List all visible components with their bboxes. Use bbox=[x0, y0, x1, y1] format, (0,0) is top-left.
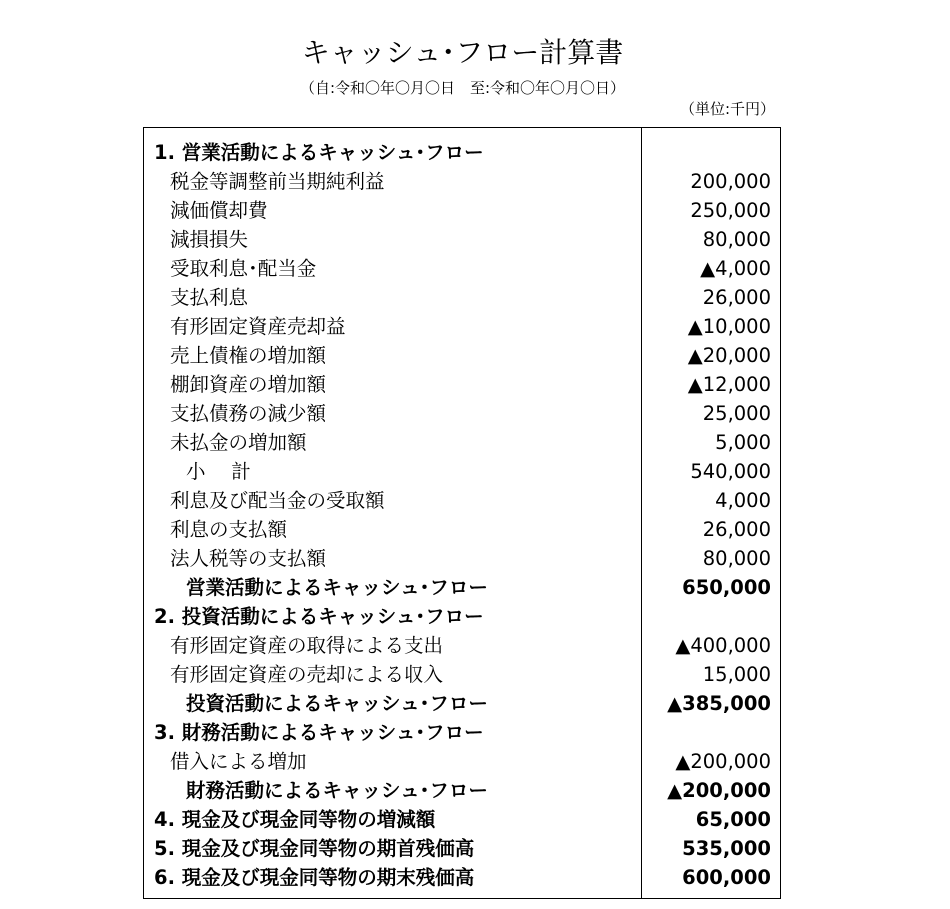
closing-balance-row bbox=[144, 863, 780, 892]
table-row bbox=[144, 486, 780, 515]
row-value: ▲10,000 bbox=[687, 315, 771, 338]
row-label: 1. 営業活動によるキャッシュ･フロー bbox=[154, 141, 484, 164]
table-row bbox=[144, 341, 780, 370]
section-total-financing bbox=[144, 776, 780, 805]
row-value: 600,000 bbox=[682, 866, 771, 889]
row-label: 利息の支払額 bbox=[170, 518, 288, 541]
net-change-row bbox=[144, 805, 780, 834]
row-value: ▲4,000 bbox=[700, 257, 771, 280]
row-value: ▲12,000 bbox=[687, 373, 771, 396]
table-row bbox=[144, 167, 780, 196]
row-label: 4. 現金及び現金同等物の増減額 bbox=[154, 808, 436, 831]
row-value: ▲20,000 bbox=[687, 344, 771, 367]
row-label: 受取利息･配当金 bbox=[170, 257, 317, 280]
row-label: 支払債務の減少額 bbox=[170, 402, 327, 425]
row-value: ▲385,000 bbox=[667, 692, 771, 715]
table-row bbox=[144, 660, 780, 689]
document-title: キャッシュ･フロー計算書 bbox=[301, 36, 624, 69]
cash-flow-table bbox=[143, 127, 781, 899]
row-label: 5. 現金及び現金同等物の期首残価高 bbox=[154, 837, 475, 860]
opening-balance-row bbox=[144, 834, 780, 863]
row-value: 650,000 bbox=[682, 576, 771, 599]
row-value: 26,000 bbox=[702, 286, 771, 309]
row-value: 535,000 bbox=[682, 837, 771, 860]
section-heading-investing bbox=[144, 602, 780, 631]
table-row bbox=[144, 747, 780, 776]
row-label: 2. 投資活動によるキャッシュ･フロー bbox=[154, 605, 484, 628]
row-label: 利息及び配当金の受取額 bbox=[170, 489, 385, 512]
section-heading-operating bbox=[144, 138, 780, 167]
statement-rows bbox=[144, 138, 780, 892]
section-heading-financing bbox=[144, 718, 780, 747]
row-label: 投資活動によるキャッシュ･フロー bbox=[186, 692, 488, 715]
section-total-operating bbox=[144, 573, 780, 602]
row-label: 減価償却費 bbox=[170, 199, 268, 222]
row-label: 小 計 bbox=[186, 460, 251, 483]
row-value: 25,000 bbox=[702, 402, 771, 425]
row-label: 6. 現金及び現金同等物の期末残価高 bbox=[154, 866, 475, 889]
row-label: 財務活動によるキャッシュ･フロー bbox=[186, 779, 488, 802]
table-row bbox=[144, 196, 780, 225]
row-value: 80,000 bbox=[702, 228, 771, 251]
row-value: 200,000 bbox=[690, 170, 771, 193]
row-label: 有形固定資産の取得による支出 bbox=[170, 634, 444, 657]
row-label: 法人税等の支払額 bbox=[170, 547, 327, 570]
row-value: ▲200,000 bbox=[667, 779, 771, 802]
row-label: 有形固定資産の売却による収入 bbox=[170, 663, 444, 686]
row-value: 4,000 bbox=[715, 489, 771, 512]
row-label: 棚卸資産の増加額 bbox=[170, 373, 327, 396]
table-row bbox=[144, 370, 780, 399]
table-row bbox=[144, 225, 780, 254]
row-value: ▲400,000 bbox=[675, 634, 771, 657]
row-value: 5,000 bbox=[715, 431, 771, 454]
row-label: 売上債権の増加額 bbox=[170, 344, 327, 367]
row-label: 営業活動によるキャッシュ･フロー bbox=[186, 576, 488, 599]
row-label: 有形固定資産売却益 bbox=[170, 315, 346, 338]
row-label: 減損損失 bbox=[170, 228, 249, 251]
row-value: 80,000 bbox=[702, 547, 771, 570]
subtotal-row bbox=[144, 457, 780, 486]
table-row bbox=[144, 254, 780, 283]
table-row bbox=[144, 544, 780, 573]
table-row bbox=[144, 312, 780, 341]
table-row bbox=[144, 428, 780, 457]
row-value: 540,000 bbox=[690, 460, 771, 483]
table-row bbox=[144, 283, 780, 312]
table-row bbox=[144, 515, 780, 544]
row-value: 15,000 bbox=[702, 663, 771, 686]
table-row bbox=[144, 399, 780, 428]
row-label: 未払金の増加額 bbox=[170, 431, 307, 454]
row-label: 3. 財務活動によるキャッシュ･フロー bbox=[154, 721, 484, 744]
row-value: ▲200,000 bbox=[675, 750, 771, 773]
row-value: 26,000 bbox=[702, 518, 771, 541]
row-label: 支払利息 bbox=[170, 286, 249, 309]
row-value: 65,000 bbox=[695, 808, 771, 831]
row-label: 税金等調整前当期純利益 bbox=[170, 170, 385, 193]
section-total-investing bbox=[144, 689, 780, 718]
unit-label: （単位:千円） bbox=[679, 100, 775, 118]
row-value: 250,000 bbox=[690, 199, 771, 222]
period-range: （自:令和〇年〇月〇日 至:令和〇年〇月〇日） bbox=[299, 79, 626, 97]
table-row bbox=[144, 631, 780, 660]
row-label: 借入による増加 bbox=[170, 750, 307, 773]
